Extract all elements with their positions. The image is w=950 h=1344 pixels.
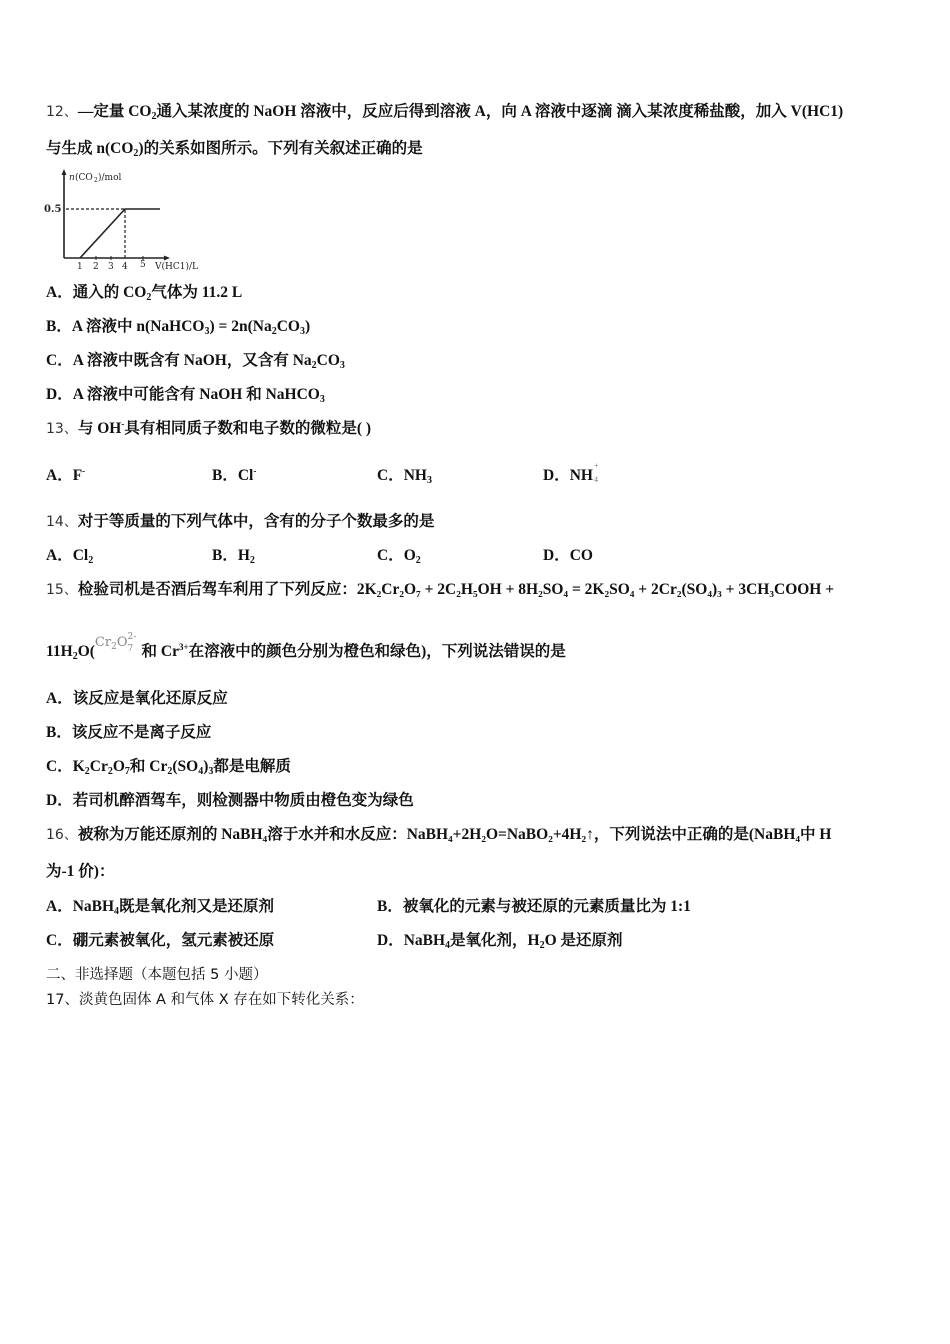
chemical-equation: 2K₂Cr₂O₇ + 2C₂H₅OH + 8H₂SO₄ = 2K₂SO₄ + 2Cr₂(SO₄)₃ + 3CH₃COOH + [356,581,835,598]
subscript: 2 [151,111,157,122]
text: O 是还原剂 [544,932,623,949]
q12-option-d [46,385,325,405]
text: CO [276,318,300,335]
option-label: C． [46,932,73,949]
subscript: 4 [114,906,120,917]
text: A 溶液中既含有 NaOH，又含有 Na [72,352,312,369]
q14-option-d [543,546,593,566]
text: )的关系如图所示。下列有关叙述正确的是 [138,140,423,157]
q16-option-d [377,931,623,951]
text: A 溶液中可能含有 NaOH 和 NaHCO [72,386,320,403]
svg-text:2: 2 [94,177,98,184]
text: A 溶液中 n(NaHCO [71,318,205,335]
dichromate-ion-image [95,633,138,653]
option-label: C． [377,467,404,484]
q15-option-d [46,791,414,811]
question-number: 16、 [46,827,78,843]
text: 和 Cr [129,758,168,775]
text: 淡黄色固体 A 和气体 X 存在如下转化关系： [78,992,364,1008]
text: NH [569,467,593,484]
q14-option-a [46,546,93,566]
line-chart [42,168,212,274]
text: O [403,547,416,564]
text: ) [304,318,311,335]
subscript: 2 [111,642,117,652]
co2-hcl-graph [42,168,212,274]
q15-stem-line1 [46,580,834,600]
subscript: 2 [133,148,139,159]
option-label: C． [377,547,404,564]
superscript: - [82,466,86,476]
option-label: A． [46,467,73,484]
text: 在溶液中的颜色分别为橙色和绿色)，下列说法错误的是 [188,643,566,660]
q16-option-a [46,897,274,917]
q16-option-c [46,931,274,951]
text: 硼元素被氧化，氢元素被还原 [72,932,275,949]
svg-text:2: 2 [93,262,99,272]
svg-text:)/mol: )/mol [98,173,122,183]
text: CO [569,547,593,564]
subscript: 2 [107,766,113,777]
option-label: A． [46,690,73,707]
q12-option-b [46,317,310,337]
subscript: 2 [539,940,545,951]
option-label: B． [46,724,72,741]
q13-option-c [377,466,432,486]
text: O [112,758,125,775]
text: 检验司机是否酒后驾车利用了下列反应： [77,581,357,598]
text: 被氧化的元素与被还原的元素质量比为 1:1 [402,898,691,915]
text: 为-1 价)： [46,863,115,880]
text: CO [316,352,340,369]
question-number: 14、 [46,514,78,530]
q15-option-b [46,723,211,743]
q17-stem [46,990,364,1010]
q12-stem-line1 [46,102,843,122]
svg-text:(CO: (CO [75,173,93,183]
subscript: 3 [339,360,345,371]
q12-option-a [46,283,242,303]
text: 11H [46,643,73,660]
text: 与生成 n(CO [46,140,134,157]
text: 对于等质量的下列气体中，含有的分子个数最多的是 [77,513,435,530]
text: 通入某浓度的 NaOH 溶液中，反应后得到溶液 A，向 A 溶液中逐滴 滴入某浓度稀盐酸，加入 V(HC1) [156,103,844,120]
text: Cl [237,467,254,484]
subscript: 2 [146,292,152,303]
subscript: 2 [249,555,255,566]
question-number: 12、 [46,104,78,120]
text: O( [77,643,95,660]
subscript: 2 [167,766,173,777]
option-label: B． [212,467,238,484]
subscript: 4 [593,475,598,484]
q16-stem-line2 [46,862,114,882]
section-heading: 二、非选择题（本题包括 5 小题） [46,967,268,983]
text: 通入的 CO [72,284,147,301]
option-label: B． [46,318,72,335]
text: 既是氧化剂又是还原剂 [119,898,275,915]
option-label: B． [377,898,403,915]
text: 气体为 11.2 L [151,284,243,301]
text: NH [403,467,427,484]
option-label: C． [46,758,73,775]
text: 该反应不是离子反应 [71,724,212,741]
q16-option-b [377,897,691,917]
option-label: D． [543,547,570,564]
subscript: 3 [426,475,432,486]
superscript: 3+ [178,642,189,652]
superscript: - [253,466,257,476]
q12-option-c [46,351,345,371]
text: —定量 CO [77,103,152,120]
option-label: A． [46,284,73,301]
superscript: - [121,419,125,429]
text: H [237,547,250,564]
text: ) [203,758,209,775]
subscript: 7 [124,766,130,777]
q12-stem-line2 [46,139,423,159]
subscript: 4 [445,940,451,951]
ammonium-charge [593,461,601,486]
q13-option-a [46,466,85,486]
q15-option-c [46,757,291,777]
subscript: 2 [72,651,78,662]
option-label: D． [543,467,570,484]
q13-option-d [543,461,601,486]
svg-text:4: 4 [122,262,128,272]
q15-option-a [46,689,228,709]
subscript: 2 [271,326,277,337]
option-label: A． [46,898,73,915]
subscript: 3 [299,326,305,337]
q15-stem-line2 [46,632,566,663]
subscript: 3 [204,326,210,337]
subscript: 7 [127,644,134,654]
subscript: 3 [319,394,325,405]
q13-stem [46,419,371,439]
q14-option-c [377,546,421,566]
text: (SO [172,758,199,775]
svg-text:V(HC1)/L: V(HC1)/L [155,262,198,272]
q14-stem [46,512,434,532]
text: F [72,467,83,484]
option-label: A． [46,547,73,564]
option-label: C． [46,352,73,369]
svg-text:n: n [69,173,75,183]
text: 和 Cr [141,643,179,660]
text: Cr [94,635,112,650]
text: 被称为万能还原剂的 NaBH₄溶于水并和水反应：NaBH₄+2H₂O=NaBO₂+4H₂↑，下列说法中正确的是(NaBH₄中 H [77,826,832,843]
question-number: 17、 [46,992,79,1008]
text: O [116,635,128,650]
option-label: D． [377,932,404,949]
text: NaBH [403,932,446,949]
subscript: 2 [311,360,317,371]
text: 与 OH [77,420,122,437]
option-label: B． [212,547,238,564]
option-label: D． [46,792,73,809]
text: 若司机醉酒驾车，则检测器中物质由橙色变为绿色 [72,792,414,809]
svg-text:5: 5 [140,260,146,270]
option-label: D． [46,386,73,403]
svg-text:3: 3 [108,262,114,272]
q14-option-b [212,546,255,566]
text: 该反应是氧化还原反应 [72,690,228,707]
subscript: 4 [198,766,204,777]
subscript: 3 [208,766,214,777]
subscript: 2 [88,555,94,566]
svg-text:0.5: 0.5 [44,204,62,215]
text: 都是电解质 [213,758,291,775]
q13-option-b [212,466,256,486]
question-number: 15、 [46,582,78,598]
text: 是氧化剂，H [450,932,540,949]
question-number: 13、 [46,421,78,437]
subscript: 2 [84,766,90,777]
ion-charge [127,632,138,654]
text: ) = 2n(Na [209,318,272,335]
superscript: + [593,461,599,470]
text: K [72,758,85,775]
svg-text:1: 1 [77,262,83,272]
text: Cl [72,547,89,564]
q16-stem-line1 [46,825,831,845]
superscript: 2- [127,632,137,642]
text: Cr [89,758,108,775]
text: NaBH [72,898,115,915]
subscript: 2 [415,555,421,566]
text: 具有相同质子数和电子数的微粒是( ) [124,420,372,437]
